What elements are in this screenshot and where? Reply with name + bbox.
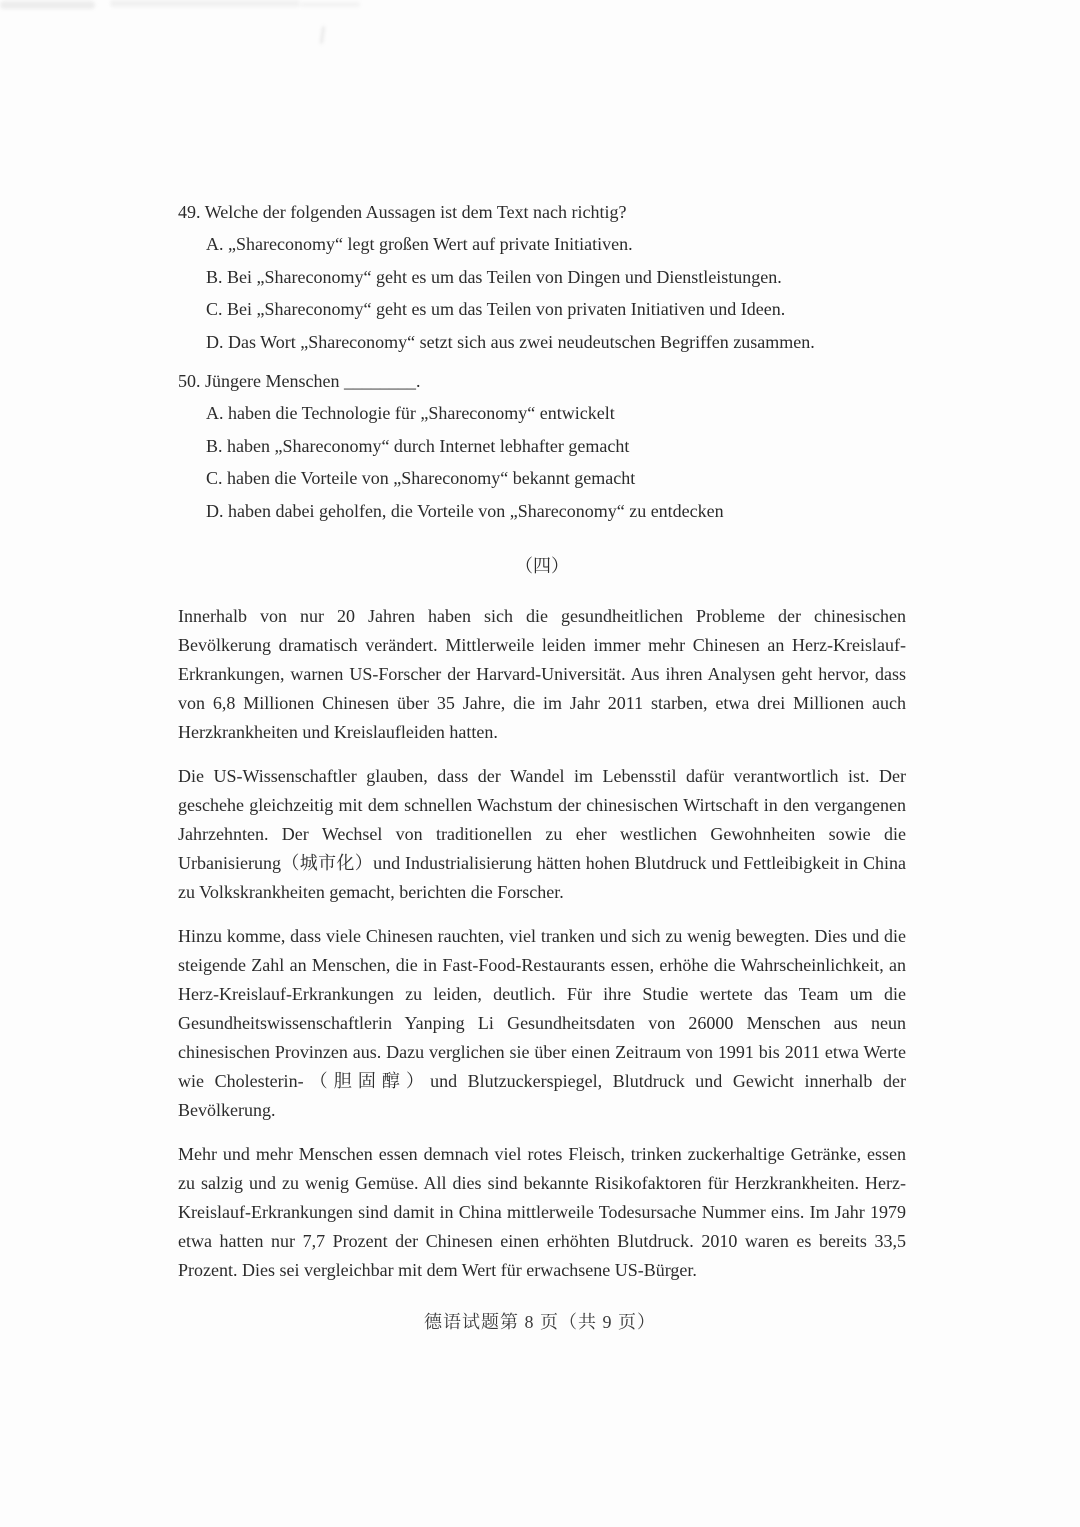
question-50-option-c: C. haben die Vorteile von „Shareconomy“ bekannt gemacht [206, 468, 636, 488]
page-footer: 德语试题第 8 页（共 9 页） [424, 1312, 656, 1332]
passage-paragraph-2: Die US-Wissenschaftler glauben, dass der Wandel im Lebensstil dafür verantwortlich ist. Der geschehe gleichzeitig mit dem schnellen Wachstum der chinesischen Wirtschaft in den vergangenen Jahrzehnten. Der Wechsel von traditionellen zu eher westlichen Gewohnheiten sowie die Urbanisierung（城市化）und Industrialisierung hätten hohen Blutdruck und Fettleibigkeit in China zu Volkskrankheiten gemacht, berichten die Forscher. [178, 766, 906, 902]
question-49-stem [178, 196, 906, 228]
question-text: Welche der folgenden Aussagen ist dem Text nach richtig? [204, 202, 627, 222]
passage-paragraph-3: Hinzu komme, dass viele Chinesen rauchten, viel tranken und sich zu wenig bewegten. Dies und die steigende Zahl an Menschen, die in Fast-Food-Restaurants essen, erhöhe die Wahrscheinlichkeit, an Herz-Kreislauf-Erkrankungen zu leiden, deutlich. Für ihre Studie wertete das Team um die Gesundheitswissenschaftlerin Yanping Li Gesundheitsdaten von 26000 Menschen aus neun chinesischen Provinzen aus. Dazu verglichen sie über einen Zeitraum von 1991 bis 2011 etwa Werte wie Cholesterin-（胆固醇）und Blutzuckerspiegel, Blutdruck und Gewicht innerhalb der Bevölkerung. [178, 926, 906, 1120]
page-content [178, 196, 906, 1300]
question-49 [178, 196, 906, 358]
question-50-stem [178, 365, 906, 397]
scan-smudge [0, 1, 95, 9]
section-heading: （四） [515, 556, 569, 576]
question-text: Jüngere Menschen ________. [205, 371, 421, 391]
question-50-option-a: A. haben die Technologie für „Shareconomy“ entwickelt [206, 403, 615, 423]
scan-smudge [320, 26, 325, 44]
question-50-option-b: B. haben „Shareconomy“ durch Internet lebhafter gemacht [206, 435, 630, 456]
scan-smudge [110, 0, 300, 7]
question-49-option-a: A. „Shareconomy“ legt großen Wert auf private Initiativen. [206, 234, 633, 254]
passage-paragraph-4: Mehr und mehr Menschen essen demnach viel rotes Fleisch, trinken zuckerhaltige Getränke, essen zu salzig und zu wenig Gemüse. All dies sind bekannte Risikofaktoren für Herzkrankheiten. Herz-Kreislauf-Erkrankungen sind damit in China mittlerweile Todesursache Nummer eins. Im Jahr 1979 etwa hatten nur 7,7 Prozent der Chinesen einen erhöhten Blutdruck. 2010 waren es bereits 33,5 Prozent. Dies sei vergleichbar mit dem Wert für erwachsene US-Bürger. [178, 1144, 906, 1280]
question-number: 50. [178, 371, 201, 391]
question-50-option-d: D. haben dabei geholfen, die Vorteile von „Shareconomy“ zu entdecken [206, 500, 724, 521]
question-49-option-d: D. Das Wort „Shareconomy“ setzt sich aus zwei neudeutschen Begriffen zusammen. [206, 331, 815, 352]
question-50 [178, 365, 906, 527]
scan-smudge [300, 2, 360, 7]
question-49-option-b: B. Bei „Shareconomy“ geht es um das Teilen von Dingen und Dienstleistungen. [206, 266, 782, 287]
passage-paragraph-1: Innerhalb von nur 20 Jahren haben sich die gesundheitlichen Probleme der chinesischen Bevölkerung dramatisch verändert. Mittlerweile leiden immer mehr Chinesen an Herz-Kreislauf-Erkrankungen, warnen US-Forscher der Harvard-Universität. Aus ihren Analysen geht hervor, dass von 6,8 Millionen Chinesen über 35 Jahre, die im Jahr 2011 starben, etwa drei Millionen auch Herzkrankheiten und Kreislaufleiden hatten. [178, 606, 906, 742]
question-number: 49. [178, 202, 201, 222]
question-49-option-c: C. Bei „Shareconomy“ geht es um das Teilen von privaten Initiativen und Ideen. [206, 299, 786, 319]
